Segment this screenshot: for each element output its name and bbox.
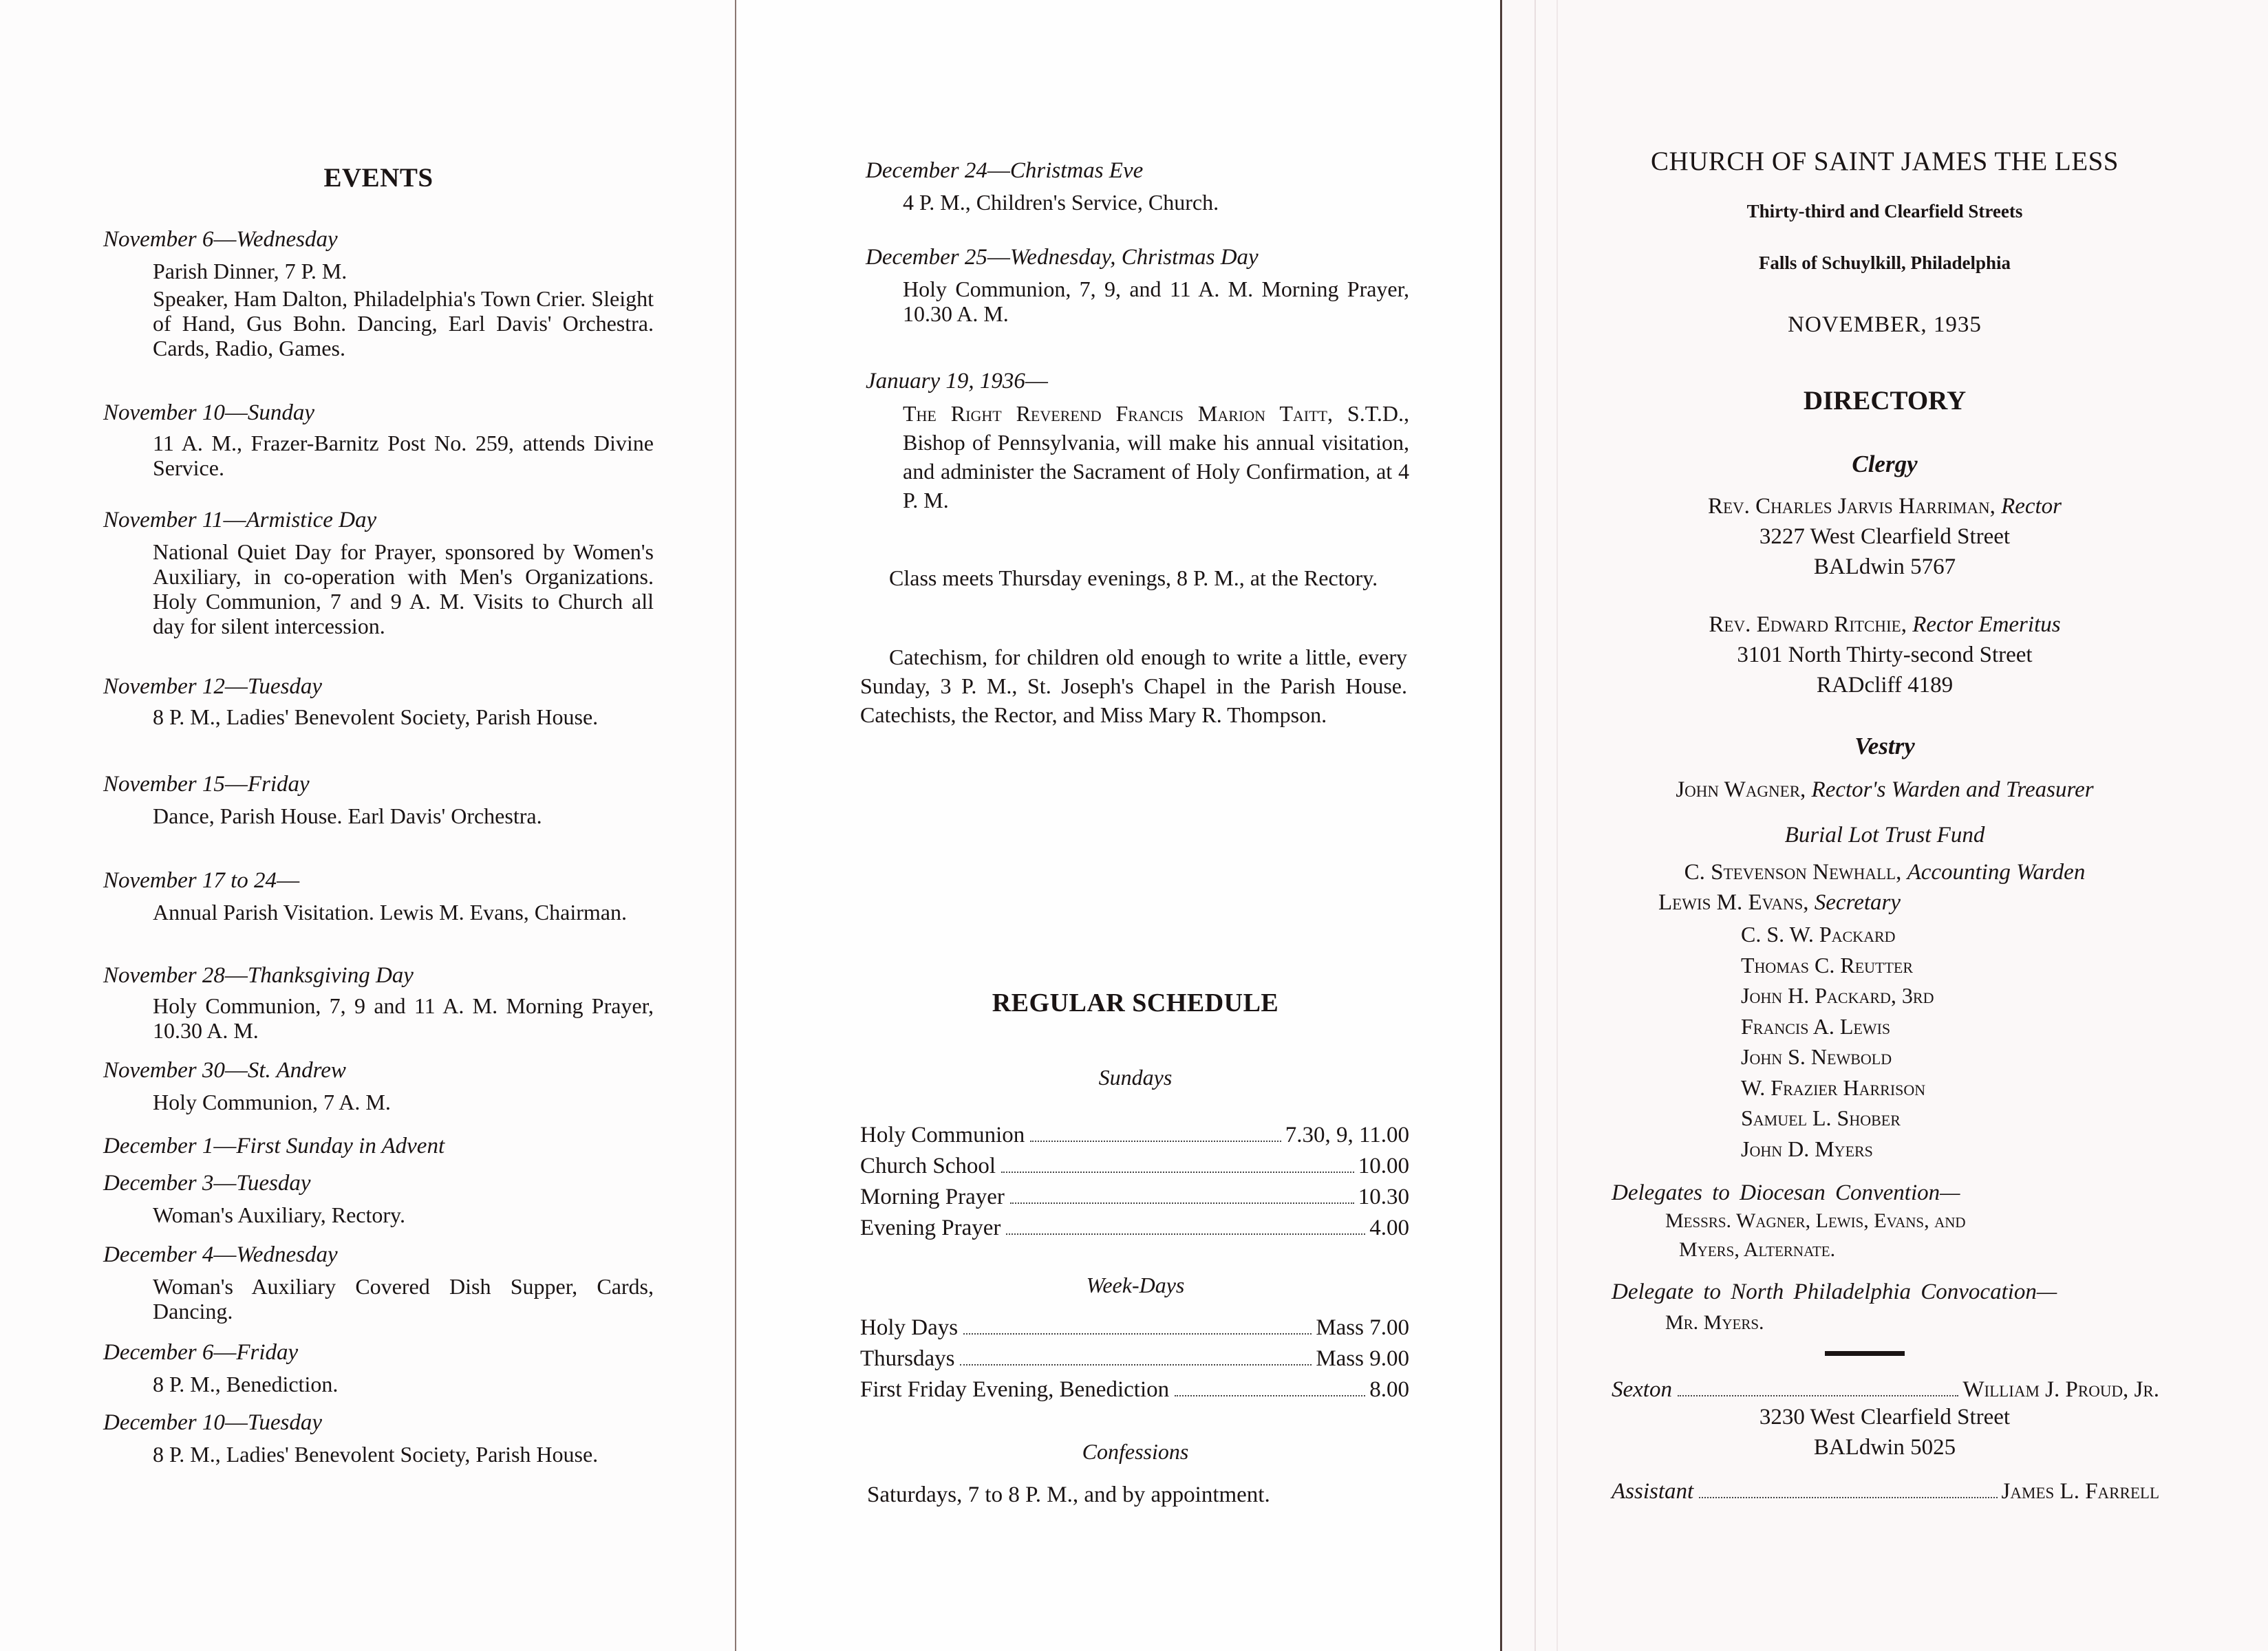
event-date-text: December 10 xyxy=(103,1410,225,1435)
event-date-text: December 6 xyxy=(103,1340,214,1365)
event-date xyxy=(103,1410,322,1436)
schedule-row xyxy=(860,1346,1409,1372)
catechism-note: Catechism, for children old enough to write a little, every Sunday, 3 P. M., St. Joseph's Chapel in the Parish House. Catechists, the Rector, and Miss Mary R. Thompson. xyxy=(860,645,1407,727)
event-date xyxy=(103,508,376,533)
diocesan-delegates-line2: Myers, Alternate. xyxy=(1679,1238,1836,1261)
event-date-text: November 11 xyxy=(103,508,224,532)
assistant-row xyxy=(1612,1479,2159,1504)
weekdays-subheading: Week-Days xyxy=(1086,1273,1185,1297)
event-date xyxy=(103,1242,338,1268)
schedule-label: Church School xyxy=(860,1154,996,1178)
vestry-member: C. S. W. Packard xyxy=(1741,922,1896,947)
event-description: 8 P. M., Ladies' Benevolent Society, Parish House. xyxy=(153,1442,599,1467)
event-day: Wednesday, Christmas Day xyxy=(1009,245,1259,270)
diocesan-delegates-line1: Messrs. Wagner, Lewis, Evans, and xyxy=(1665,1209,1966,1232)
event-description: Annual Parish Visitation. Lewis M. Evans, Chairman. xyxy=(153,900,627,925)
event-day: Armistice Day xyxy=(246,508,377,532)
sexton-address: 3230 West Clearfield Street xyxy=(1759,1405,2011,1429)
dot-leader xyxy=(1001,1172,1354,1173)
event-description: Parish Dinner, 7 P. M. xyxy=(153,259,347,283)
schedule-row xyxy=(860,1377,1409,1403)
event-description: 11 A. M., Frazer-Barnitz Post No. 259, attends Divine Service. xyxy=(153,431,654,480)
event-date-text: December 25 xyxy=(866,245,987,270)
em-dash: — xyxy=(213,1134,237,1158)
convocation-delegate-value: Mr. Myers. xyxy=(1665,1311,1764,1334)
event-day: Thanksgiving Day xyxy=(247,963,414,988)
warden-entry: John Wagner, Rector's Warden and Treasurer xyxy=(1676,777,2094,802)
event-date-text: November 30 xyxy=(103,1058,225,1083)
event-description: Holy Communion, 7, 9 and 11 A. M. Morning Prayer, 10.30 A. M. xyxy=(153,993,654,1043)
secretary-name: Lewis M. Evans xyxy=(1658,890,1804,915)
event-date-text: November 15 xyxy=(103,772,225,797)
clergy-address: 3101 North Thirty-second Street xyxy=(1737,643,2033,667)
event-day: Tuesday xyxy=(247,1410,323,1435)
event-date xyxy=(103,1171,311,1196)
section-divider xyxy=(1825,1351,1905,1356)
event-date-text: November 12 xyxy=(103,674,225,699)
sexton-name: William J. Proud, Jr. xyxy=(1962,1377,2159,1402)
secretary-entry: Lewis M. Evans, Secretary xyxy=(1658,890,1901,915)
vestry-member: John S. Newbold xyxy=(1741,1044,1892,1069)
vestry-subheading: Vestry xyxy=(1854,733,1915,759)
sexton-phone: BALdwin 5025 xyxy=(1813,1435,1956,1460)
clergy-phone: BALdwin 5767 xyxy=(1813,554,1956,579)
fold-line xyxy=(735,0,736,1651)
church-name: CHURCH OF SAINT JAMES THE LESS xyxy=(1651,147,2119,176)
event-day: Christmas Eve xyxy=(1009,158,1144,183)
church-address-line2: Falls of Schuylkill, Philadelphia xyxy=(1758,252,2011,273)
dot-leader xyxy=(1678,1395,1958,1396)
event-date-text: December 4 xyxy=(103,1242,214,1267)
warden-role: Rector's Warden and Treasurer xyxy=(1811,777,2094,802)
directory-heading: DIRECTORY xyxy=(1803,386,1967,416)
sexton-row xyxy=(1612,1377,2159,1403)
schedule-time: 8.00 xyxy=(1369,1377,1409,1402)
event-date-text: December 3 xyxy=(103,1171,214,1196)
event-day: Tuesday xyxy=(236,1171,311,1196)
event-day: to 24 xyxy=(231,868,277,893)
event-description: Speaker, Ham Dalton, Philadelphia's Town Crier. Sleight of Hand, Gus Bohn. Dancing, Earl Davis' Orchestra. Cards, Radio, Games. xyxy=(153,286,654,360)
clergy-entry: Rev. Charles Jarvis Harriman, Rector xyxy=(1707,494,2062,519)
event-date xyxy=(103,963,414,989)
event-description: Dance, Parish House. Earl Davis' Orchestra. xyxy=(153,803,542,828)
clergy-entry: Rev. Edward Ritchie, Rector Emeritus xyxy=(1709,612,2061,637)
issue-date: NOVEMBER, 1935 xyxy=(1788,312,1982,337)
schedule-label: Holy Days xyxy=(860,1315,959,1340)
burial-fund-subheading: Burial Lot Trust Fund xyxy=(1784,823,1985,848)
event-date-text: November 28 xyxy=(103,963,225,988)
clergy-subheading: Clergy xyxy=(1852,451,1918,477)
event-description: National Quiet Day for Prayer, sponsored by Women's Auxiliary, in co-operation with Men's Organizations. Holy Communion, 7 and 9 A. M. Visits to Church all day for silent intercession. xyxy=(153,539,654,638)
em-dash: — xyxy=(213,1340,237,1365)
event-description: 8 P. M., Benediction. xyxy=(153,1372,339,1396)
event-date-text: November 10 xyxy=(103,400,225,425)
assistant-label: Assistant xyxy=(1612,1479,1694,1504)
class-note: Class meets Thursday evenings, 8 P. M., at the Rectory. xyxy=(889,565,1378,590)
sexton-label: Sexton xyxy=(1612,1377,1672,1402)
event-description: Holy Communion, 7, 9, and 11 A. M. Morning Prayer, 10.30 A. M. xyxy=(903,277,1409,326)
schedule-time: 7.30, 9, 11.00 xyxy=(1285,1123,1409,1147)
event-day: Tuesday xyxy=(247,674,323,699)
em-dash: — xyxy=(987,158,1010,183)
event-date xyxy=(866,369,1048,394)
event-date xyxy=(866,158,1143,184)
confessions-text: Saturdays, 7 to 8 P. M., and by appointment. xyxy=(867,1482,1270,1507)
schedule-row xyxy=(860,1185,1409,1210)
assistant-name: James L. Farrell xyxy=(2001,1479,2159,1504)
dot-leader xyxy=(1030,1141,1281,1142)
event-date xyxy=(866,245,1259,270)
vestry-member: John D. Myers xyxy=(1741,1136,1873,1161)
schedule-row xyxy=(860,1216,1409,1241)
em-dash: — xyxy=(277,868,300,893)
event-description: 8 P. M., Ladies' Benevolent Society, Parish House. xyxy=(153,704,599,729)
event-date xyxy=(103,1058,346,1083)
event-date-text: January 19, 1936 xyxy=(866,369,1025,393)
events-heading: EVENTS xyxy=(323,163,434,193)
schedule-time: Mass 9.00 xyxy=(1316,1346,1409,1371)
event-description: 4 P. M., Children's Service, Church. xyxy=(903,190,1219,215)
schedule-time: Mass 7.00 xyxy=(1316,1315,1409,1340)
event-description: Holy Communion, 7 A. M. xyxy=(153,1090,391,1114)
dot-leader xyxy=(1175,1395,1365,1396)
vestry-member: Samuel L. Shober xyxy=(1741,1105,1901,1130)
clergy-address: 3227 West Clearfield Street xyxy=(1759,524,2011,549)
dot-leader xyxy=(960,1364,1312,1366)
dot-leader xyxy=(963,1333,1312,1335)
event-day: Friday xyxy=(247,772,310,797)
event-date xyxy=(103,674,322,700)
convocation-delegate-label: Delegate to North Philadelphia Convocation— xyxy=(1612,1280,2057,1304)
secretary-role: Secretary xyxy=(1814,890,1901,915)
event-date xyxy=(103,868,299,894)
schedule-time: 4.00 xyxy=(1369,1216,1409,1240)
accounting-warden-name: C. Stevenson Newhall xyxy=(1684,860,1896,885)
em-dash: — xyxy=(224,674,248,699)
event-description-text: , S.T.D., Bishop of Pennsylvania, will make his annual visitation, and administer the Sacrament of Holy Confirmation, at 4 P. M. xyxy=(903,401,1409,512)
em-dash: — xyxy=(224,400,248,425)
em-dash: — xyxy=(213,1171,237,1196)
event-date-text: November 6 xyxy=(103,227,214,252)
clergy-name: Rev. Charles Jarvis Harriman xyxy=(1707,494,1990,519)
event-date xyxy=(103,1134,445,1159)
schedule-label: First Friday Evening, Benediction xyxy=(860,1377,1170,1402)
em-dash: — xyxy=(987,245,1010,270)
schedule-label: Thursdays xyxy=(860,1346,955,1371)
schedule-row xyxy=(860,1123,1409,1148)
clergy-name: Rev. Edward Ritchie xyxy=(1709,612,1901,637)
event-date-text: November 17 xyxy=(103,868,225,893)
church-address-line1: Thirty-third and Clearfield Streets xyxy=(1746,201,2023,222)
schedule-label: Morning Prayer xyxy=(860,1185,1005,1209)
sundays-subheading: Sundays xyxy=(1098,1065,1173,1090)
schedule-time: 10.00 xyxy=(1358,1154,1409,1178)
schedule-label: Evening Prayer xyxy=(860,1216,1001,1240)
dot-leader xyxy=(1006,1233,1365,1235)
event-date-text: December 24 xyxy=(866,158,987,183)
event-date xyxy=(103,227,338,252)
clergy-role: Rector xyxy=(2001,494,2062,519)
event-date xyxy=(103,772,310,797)
event-date-text: December 1 xyxy=(103,1134,214,1158)
em-dash: — xyxy=(224,963,248,988)
vestry-member: Francis A. Lewis xyxy=(1741,1013,1891,1039)
schedule-label: Holy Communion xyxy=(860,1123,1025,1147)
clergy-role: Rector Emeritus xyxy=(1912,612,2061,637)
event-day: Friday xyxy=(236,1340,299,1365)
event-description xyxy=(903,399,1409,515)
event-day: Wednesday xyxy=(236,1242,338,1267)
vestry-member: Thomas C. Reutter xyxy=(1741,952,1914,978)
accounting-warden-entry: C. Stevenson Newhall, Accounting Warden xyxy=(1684,860,2086,885)
confessions-subheading: Confessions xyxy=(1082,1439,1189,1464)
vestry-member: W. Frazier Harrison xyxy=(1741,1075,1926,1100)
em-dash: — xyxy=(213,1242,237,1267)
event-date xyxy=(103,1340,298,1366)
vestry-member: John H. Packard, 3rd xyxy=(1741,983,1934,1008)
event-description: Woman's Auxiliary, Rectory. xyxy=(153,1202,405,1227)
em-dash: — xyxy=(213,227,237,252)
event-day: St. Andrew xyxy=(247,1058,346,1083)
schedule-heading: REGULAR SCHEDULE xyxy=(992,989,1279,1017)
em-dash: — xyxy=(224,772,248,797)
event-day: First Sunday in Advent xyxy=(236,1134,445,1158)
event-day: Wednesday xyxy=(236,227,338,252)
schedule-time: 10.30 xyxy=(1358,1185,1409,1209)
diocesan-delegates-label: Delegates to Diocesan Convention— xyxy=(1612,1180,1960,1205)
event-description: Woman's Auxiliary Covered Dish Supper, Cards, Dancing. xyxy=(153,1274,654,1324)
dot-leader xyxy=(1699,1497,1997,1498)
em-dash: — xyxy=(224,1058,248,1083)
schedule-row xyxy=(860,1154,1409,1179)
em-dash: — xyxy=(1025,369,1048,393)
warden-name: John Wagner xyxy=(1676,777,1801,802)
event-date xyxy=(103,400,314,426)
dot-leader xyxy=(1010,1202,1354,1204)
bishop-name: The Right Reverend Francis Marion Taitt xyxy=(903,401,1327,426)
em-dash: — xyxy=(223,508,246,532)
event-day: Sunday xyxy=(247,400,315,425)
clergy-phone: RADcliff 4189 xyxy=(1816,673,1954,698)
schedule-row xyxy=(860,1315,1409,1341)
em-dash: — xyxy=(224,1410,248,1435)
accounting-warden-role: Accounting Warden xyxy=(1907,860,2086,885)
